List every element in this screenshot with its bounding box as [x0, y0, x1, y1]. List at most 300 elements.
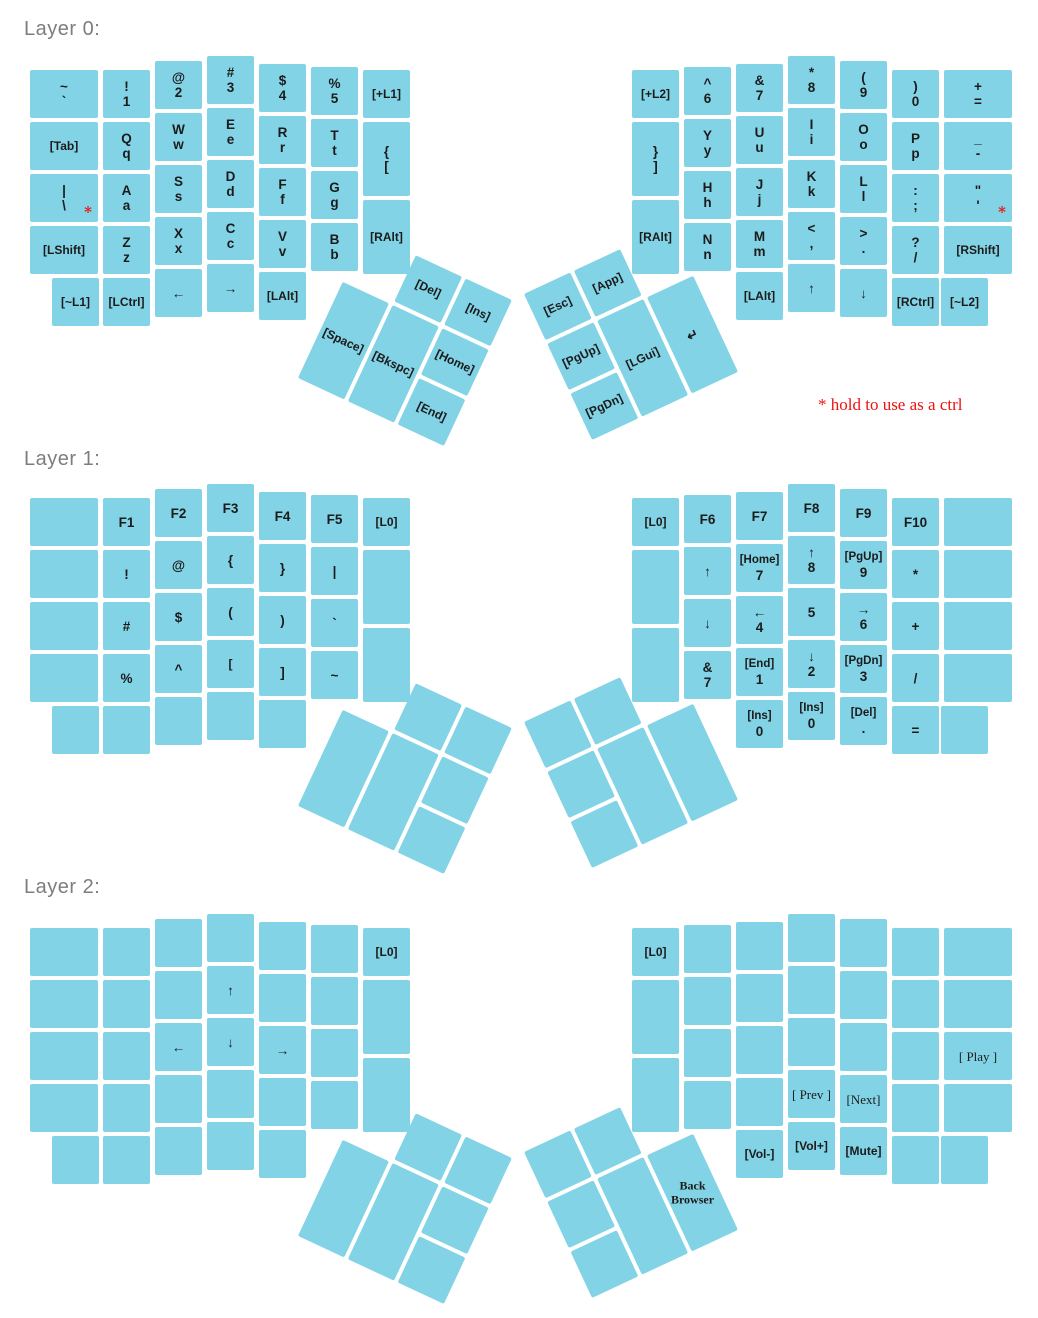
key-blank	[684, 977, 731, 1025]
key-0	[892, 70, 939, 118]
key-at	[155, 541, 202, 589]
key-label: F3	[222, 500, 239, 516]
key-label: ^	[703, 76, 712, 91]
key-d	[207, 160, 254, 208]
key-k	[788, 160, 835, 208]
key-to-l0	[363, 498, 410, 546]
key-label: [	[384, 159, 389, 174]
key-to-l1	[363, 70, 410, 118]
key-legend	[384, 144, 389, 174]
key-blank	[892, 1032, 939, 1080]
key-blank	[155, 1075, 202, 1123]
key-label: Q	[121, 131, 132, 146]
key-legend	[121, 131, 132, 161]
key-label: I	[809, 117, 814, 132]
key-blank	[52, 1136, 99, 1184]
key-label: 9	[859, 565, 868, 580]
key-label: *	[912, 566, 919, 582]
key-label: [~L2]	[949, 294, 979, 309]
key-exclam	[103, 550, 150, 598]
key-blank	[259, 700, 306, 748]
key-f2	[155, 489, 202, 537]
key-label: F	[278, 177, 287, 192]
key-caret	[155, 645, 202, 693]
key-label: `	[61, 94, 67, 109]
key-left-paren	[207, 588, 254, 636]
key-legend	[745, 1147, 775, 1162]
key-label: |	[62, 183, 66, 198]
key-label: [ Play ]	[958, 1048, 998, 1064]
key-legend	[172, 122, 185, 152]
key-legend	[808, 65, 816, 95]
key-legend	[700, 512, 716, 527]
key-label: [End]	[414, 398, 449, 425]
key-label: [PgDn]	[583, 390, 625, 421]
key-w	[155, 113, 202, 161]
key-hold-l2	[941, 278, 988, 326]
key-f9	[840, 489, 887, 537]
key-label: ↓	[860, 285, 867, 301]
key-lshift	[30, 226, 98, 274]
key-slash	[892, 654, 939, 702]
key-legend	[175, 610, 183, 625]
key-rshift	[944, 226, 1012, 274]
key-legend	[950, 295, 979, 310]
key-label: [Next]	[846, 1091, 881, 1107]
key-label: `	[332, 615, 337, 631]
key-label: [	[228, 656, 233, 671]
key-blank	[788, 966, 835, 1014]
key-label: [LGui]	[623, 343, 662, 372]
key-legend	[753, 229, 765, 259]
key-blank	[736, 1078, 783, 1126]
key-to-l2	[632, 70, 679, 118]
key-label: [L0]	[375, 514, 398, 529]
key-blank	[30, 1032, 98, 1080]
key-legend	[807, 169, 817, 199]
key-label: ↑	[227, 982, 234, 998]
key-label: d	[226, 184, 235, 199]
key-blank	[155, 919, 202, 967]
key-legend	[755, 73, 765, 103]
key-label: Back	[679, 1178, 706, 1193]
key-left-arrow	[155, 1023, 202, 1071]
key-label: J	[755, 177, 764, 192]
key-legend	[956, 243, 999, 258]
key-legend	[43, 243, 85, 258]
key-label: [PgUp]	[560, 341, 602, 371]
key-blank	[103, 980, 150, 1028]
key-legend	[583, 391, 625, 421]
key-label: _	[974, 131, 982, 146]
key-legend	[279, 73, 287, 103]
key-label: e	[226, 132, 235, 147]
key-label: @	[171, 70, 186, 85]
key-label: ←	[752, 605, 767, 620]
key-label: Y	[702, 128, 712, 143]
key-label: A	[121, 183, 132, 198]
key-label: v	[278, 244, 287, 259]
key-label: >	[859, 226, 868, 241]
key-legend	[463, 300, 492, 324]
key-label: R	[277, 125, 288, 140]
key-blank	[892, 980, 939, 1028]
key-blank	[103, 928, 150, 976]
key-blank	[788, 1018, 835, 1066]
key-legend	[645, 515, 667, 530]
key-label: 7	[755, 88, 764, 103]
key-legend	[671, 1179, 714, 1207]
key-blank	[944, 928, 1012, 976]
hold-ctrl-note: * hold to use as a ctrl	[818, 395, 963, 414]
key-blank	[736, 974, 783, 1022]
key-legend	[61, 295, 90, 310]
key-label: =	[974, 94, 982, 109]
key-label: M	[753, 229, 766, 244]
key-label: C	[225, 221, 236, 236]
key-numpad-6	[840, 593, 887, 641]
key-legend	[321, 325, 367, 357]
key-blank	[788, 914, 835, 962]
key-q	[103, 122, 150, 170]
key-label: [LShift]	[43, 242, 85, 257]
key-4	[259, 64, 306, 112]
key-label: n	[703, 247, 712, 262]
key-5	[311, 67, 358, 115]
key-label: 4	[755, 620, 764, 635]
key-blank	[259, 1078, 306, 1126]
key-label: [RShift]	[956, 242, 1000, 257]
key-vol-down	[736, 1130, 783, 1178]
key-label: h	[703, 195, 712, 210]
key-legend	[703, 660, 713, 690]
key-right-paren	[259, 596, 306, 644]
key-label: ←	[171, 285, 186, 301]
key-label: %	[328, 76, 341, 91]
key-left-bracket	[363, 122, 410, 196]
key-label: 2	[174, 85, 183, 100]
key-legend	[228, 605, 233, 620]
key-legend	[810, 117, 814, 147]
key-label: ↵	[684, 325, 701, 344]
key-legend	[229, 657, 233, 672]
layer2-title: Layer 2:	[24, 876, 101, 898]
key-label: T	[330, 128, 339, 143]
key-label: a	[122, 198, 131, 213]
key-asterisk	[892, 550, 939, 598]
key-f1	[103, 498, 150, 546]
key-label: P	[910, 131, 920, 146]
key-up-arrow	[207, 966, 254, 1014]
key-label: p	[911, 146, 920, 161]
key-legend	[60, 79, 68, 109]
key-label: ~	[330, 667, 339, 683]
key-label: +	[911, 618, 920, 634]
key-legend	[560, 341, 602, 371]
key-blank	[944, 980, 1012, 1028]
key-r	[259, 116, 306, 164]
key-label: Browser	[670, 1192, 714, 1207]
key-legend	[860, 286, 867, 301]
key-v	[259, 220, 306, 268]
key-legend	[278, 229, 287, 259]
key-label: 4	[278, 88, 287, 103]
key-label: [LAlt]	[743, 288, 776, 303]
key-semicolon	[892, 174, 939, 222]
key-legend	[897, 295, 934, 310]
key-7	[736, 64, 783, 112]
key-blank	[941, 706, 988, 754]
key-label: Z	[122, 235, 131, 250]
key-label: |	[332, 563, 337, 579]
key-legend	[280, 613, 285, 628]
key-minus	[944, 122, 1012, 170]
key-label: [Home]	[739, 554, 780, 566]
key-legend	[328, 76, 340, 106]
key-to-l0	[632, 928, 679, 976]
key-label: :	[913, 183, 918, 198]
key-blank	[892, 1136, 939, 1184]
key-legend	[333, 564, 337, 579]
key-numpad-1	[736, 648, 783, 696]
key-label: c	[226, 236, 235, 251]
key-legend	[327, 512, 343, 527]
key-legend	[123, 79, 131, 109]
key-blank	[311, 925, 358, 973]
key-label: (	[228, 604, 233, 620]
key-blank	[155, 697, 202, 745]
key-legend	[227, 65, 235, 95]
key-left-arrow	[155, 269, 202, 317]
key-legend	[808, 221, 816, 251]
key-p	[892, 122, 939, 170]
key-label: '	[976, 198, 980, 213]
key-legend	[226, 221, 236, 251]
key-label: )	[280, 612, 285, 628]
key-blank	[30, 928, 98, 976]
key-label: "	[974, 183, 982, 198]
key-label: [Home]	[433, 346, 477, 377]
key-legend	[804, 501, 820, 516]
key-blank	[103, 1032, 150, 1080]
key-m	[736, 220, 783, 268]
key-label: u	[755, 140, 764, 155]
key-label: [L0]	[644, 944, 667, 959]
key-legend	[330, 232, 340, 262]
key-label: F7	[751, 508, 768, 524]
key-legend	[175, 662, 183, 677]
key-s	[155, 165, 202, 213]
key-label: N	[702, 232, 713, 247]
key-up-arrow	[788, 264, 835, 312]
key-numpad-8	[788, 536, 835, 584]
key-period	[840, 217, 887, 265]
key-label: [Esc]	[541, 293, 574, 319]
key-legend	[856, 506, 872, 521]
key-label: 3	[859, 669, 868, 684]
key-blank	[944, 602, 1012, 650]
key-label: !	[124, 79, 129, 94]
key-label: %	[120, 670, 133, 686]
layer1-title: Layer 1:	[24, 448, 101, 470]
key-label: .	[861, 241, 866, 256]
key-label: 6	[859, 617, 868, 632]
key-g	[311, 171, 358, 219]
key-label: #	[226, 65, 235, 80]
key-label: k	[807, 184, 816, 199]
key-i	[788, 108, 835, 156]
key-legend	[860, 226, 868, 256]
key-legend	[914, 671, 918, 686]
key-label: ↓	[704, 615, 711, 631]
key-label: F10	[903, 514, 928, 530]
key-legend	[370, 348, 416, 380]
key-label: F6	[699, 511, 716, 527]
key-label: [Space]	[321, 324, 367, 356]
key-label: [Del]	[850, 707, 877, 719]
key-label: [App]	[590, 269, 625, 296]
key-legend	[174, 174, 183, 204]
key-label: 7	[755, 568, 764, 583]
key-label: [L0]	[375, 944, 398, 959]
key-up-arrow	[684, 547, 731, 595]
key-label: →	[223, 280, 238, 296]
key-label: [Mute]	[845, 1143, 882, 1158]
key-legend	[913, 183, 918, 213]
key-legend	[172, 286, 186, 301]
key-legend	[912, 79, 920, 109]
key-legend	[109, 295, 145, 310]
key-pipe-backslash	[30, 174, 98, 222]
key-legend	[267, 289, 298, 304]
key-legend	[795, 1139, 828, 1154]
key-label: [+L1]	[371, 86, 401, 101]
key-vol-up	[788, 1122, 835, 1170]
key-label: {	[383, 144, 390, 159]
key-comma	[788, 212, 835, 260]
key-label: 7	[703, 675, 712, 690]
key-label: [+L2]	[640, 86, 670, 101]
key-label: F9	[855, 505, 872, 521]
key-label: (	[861, 70, 866, 85]
key-f4	[259, 492, 306, 540]
key-legend	[332, 616, 337, 631]
key-label: 2	[807, 664, 816, 679]
key-label: [RCtrl]	[896, 294, 935, 309]
key-blank	[52, 706, 99, 754]
key-legend	[799, 701, 823, 731]
key-blank	[363, 550, 410, 624]
key-blank	[736, 1026, 783, 1074]
key-legend	[911, 131, 920, 161]
key-label: [RAlt]	[370, 229, 403, 244]
key-label: [Ins]	[799, 702, 824, 714]
key-blank	[259, 974, 306, 1022]
key-label: 1	[122, 94, 131, 109]
key-blank	[207, 1070, 254, 1118]
key-label: [PgUp]	[844, 551, 883, 563]
key-legend	[172, 558, 185, 573]
key-legend	[224, 281, 238, 296]
key-label: 8	[807, 80, 816, 95]
key-label: B	[329, 232, 340, 247]
key-legend	[845, 654, 883, 684]
key-6	[684, 67, 731, 115]
key-legend	[641, 87, 670, 102]
key-label: [Bkspc]	[370, 347, 417, 380]
key-label: 3	[226, 80, 235, 95]
key-legend	[974, 79, 982, 109]
key-3	[207, 56, 254, 104]
key-label: f	[280, 192, 285, 207]
key-label: r	[279, 140, 286, 155]
key-legend	[857, 602, 871, 632]
key-label: /	[913, 670, 918, 686]
hold-ctrl-star-icon: *	[998, 203, 1006, 221]
key-label: y	[703, 143, 712, 158]
key-label: ^	[174, 661, 183, 677]
key-e	[207, 108, 254, 156]
key-quote	[944, 174, 1012, 222]
key-right-arrow	[207, 264, 254, 312]
key-label: .	[861, 721, 866, 736]
key-legend	[704, 76, 712, 106]
key-x	[155, 217, 202, 265]
key-label: K	[806, 169, 817, 184]
key-blank	[30, 1084, 98, 1132]
key-legend	[330, 128, 338, 158]
key-label: 6	[703, 91, 712, 106]
key-blank	[30, 550, 98, 598]
key-legend	[808, 649, 816, 679]
key-blank	[363, 980, 410, 1054]
key-blank	[892, 928, 939, 976]
key-label: 5	[807, 604, 816, 620]
key-legend	[226, 117, 235, 147]
key-1	[103, 70, 150, 118]
key-label: $	[278, 73, 287, 88]
key-backtick	[311, 599, 358, 647]
key-legend	[227, 1035, 234, 1050]
key-label: !	[124, 566, 129, 582]
key-legend	[703, 180, 713, 210]
key-label: x	[174, 241, 183, 256]
key-percent	[103, 654, 150, 702]
key-label: →	[856, 602, 871, 617]
key-o	[840, 113, 887, 161]
key-rctrl	[892, 278, 939, 326]
key-legend	[278, 177, 286, 207]
key-numpad-2	[788, 640, 835, 688]
key-label: G	[329, 180, 340, 195]
key-label: =	[911, 722, 920, 738]
key-legend	[174, 226, 183, 256]
key-down-arrow	[684, 599, 731, 647]
key-legend	[860, 70, 868, 100]
key-l	[840, 165, 887, 213]
key-legend	[703, 232, 713, 262]
key-legend	[974, 131, 982, 161]
key-numpad-0	[788, 692, 835, 740]
key-label: 0	[807, 716, 816, 731]
key-legend	[653, 144, 658, 174]
key-blank	[155, 1127, 202, 1175]
key-down-arrow	[207, 1018, 254, 1066]
key-legend	[275, 509, 291, 524]
key-label: <	[807, 221, 816, 236]
key-label: w	[173, 137, 184, 152]
key-blank	[30, 602, 98, 650]
